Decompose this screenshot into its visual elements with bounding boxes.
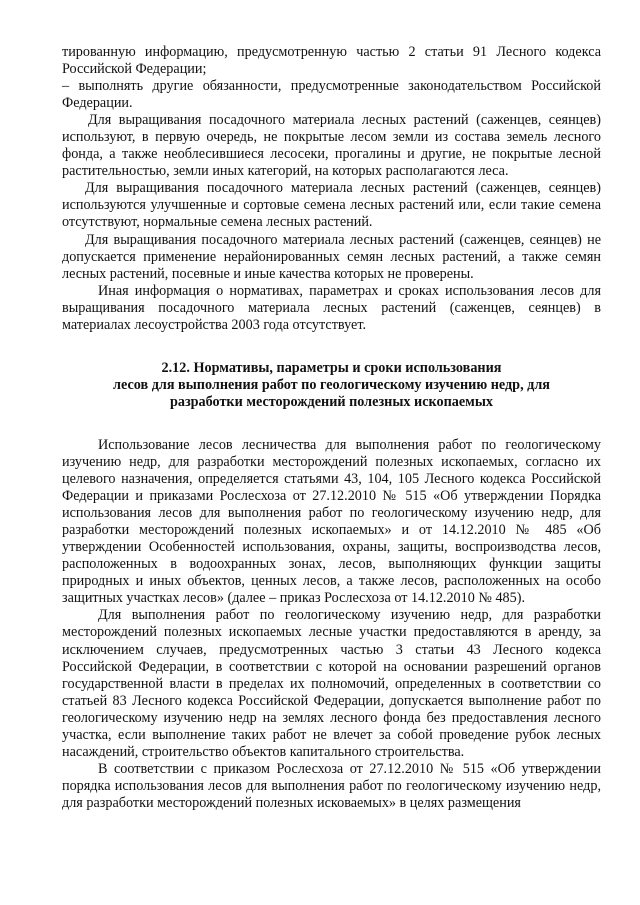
section-heading-line: 2.12. Нормативы, параметры и сроки использования — [161, 359, 502, 376]
paragraph-lands-for-seedlings: Для выращивания посадочного материала лесных растений (саженцев, сеянцев) используют, в первую очередь, не покрытые лесом земли из состава земель лесного фонда, а также необлесившиеся лесосеки, прогалины и другие, не покрытые лесной растительностью, земли иных категорий, на которых располагаются леса. — [62, 112, 601, 180]
paragraph-lease: Для выполнения работ по геологическому изучению недр, для разработки месторождений полезных ископаемых лесные участки предоставляются в аренду, за исключением случаев, предусмотренных частью 3 статьи 43 Лесного кодекса Российской Федерации, в соответствии с которой на основании разрешений органов государственной власти в пределах их полномочий, определенных в соответствии со статьей 83 Лесного кодекса Российской Федерации, допускается выполнение работ по геологическому изучению недр на землях лесного фонда без предоставления лесного участка, если выполнение таких работ не влечет за собой проведение рубок лесных насаждений, строительство объектов капитального строительства. — [62, 607, 601, 760]
paragraph-other-info: Иная информация о нормативах, параметрах и сроках использования лесов для выращивания посадочного материала лесных растений (саженцев, сеянцев) в материалах лесоустройства 2003 года отсутствует. — [62, 282, 601, 333]
paragraph-use-of-forests: Использование лесов лесничества для выполнения работ по геологическому изучению недр, для разработки месторождений полезных ископаемых, согласно их целевого назначения, определяется статьями 43, 104, 105 Лесного кодекса Российской Федерации и приказами Рослесхоза от 27.12.2010 № 515 «Об утверждении Порядка использования лесов для выполнения работ по геологическому изучению недр, для разработки месторождений полезных ископаемых» и от 14.12.2010 № 485 «Об утверждении Особенностей использования, охраны, защиты, воспроизводства лесов, расположенных в водоохранных зонах, лесов, выполняющих функции защиты природных и иных объектов, ценных лесов, а также лесов, расположенных на особо защитных участках лесов» (далее – приказ Рослесхоза от 14.12.2010 № 485). — [62, 436, 601, 607]
paragraph-other-duties: – выполнять другие обязанности, предусмотренные законодательством Российской Федерации. — [62, 78, 601, 112]
spacer — [62, 334, 601, 360]
paragraph-order-515: В соответствии с приказом Рослесхоза от 27.12.2010 № 515 «Об утверждении порядка использования лесов для выполнения работ по геологическому изучению недр, для разработки месторождений полезных исковаемых» в целях размещения — [62, 760, 601, 811]
document-page — [62, 44, 601, 812]
paragraph-seeds-not-allowed: Для выращивания посадочного материала лесных растений (саженцев, сеянцев) не допускается применение нерайонированных семян лесных растений, а также семян лесных растений, посевные и иные качества которых не проверены. — [62, 231, 601, 282]
paragraph-seeds-used: Для выращивания посадочного материала лесных растений (саженцев, сеянцев) используются улучшенные и сортовые семена лесных растений или, если такие семена отсутствуют, нормальные семена лесных растений. — [62, 180, 601, 231]
section-heading-line: разработки месторождений полезных ископаемых — [169, 393, 493, 410]
paragraph-information: тированную информацию, предусмотренную частью 2 статьи 91 Лесного кодекса Российской Федерации; — [62, 44, 601, 78]
section-heading-line: лесов для выполнения работ по геологическому изучению недр, для — [113, 376, 550, 393]
section-heading — [62, 360, 601, 411]
spacer — [62, 411, 601, 437]
